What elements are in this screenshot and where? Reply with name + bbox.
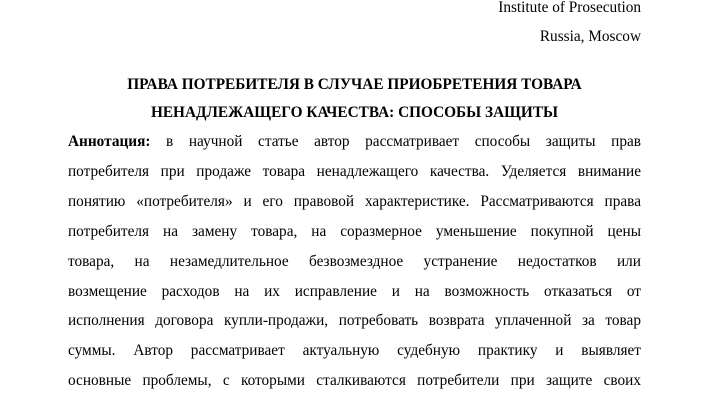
abstract-line: понятию «потребителя» и его правовой характеристике. Рассматриваются права xyxy=(68,192,641,210)
paper-page xyxy=(68,0,641,396)
abstract-line: возмещение расходов на их исправление и на возможность отказаться от xyxy=(68,282,641,300)
title-line-2: НЕНАДЛЕЖАЩЕГО КАЧЕСТВА: СПОСОБЫ ЗАЩИТЫ xyxy=(150,104,559,121)
abstract-line-text: в научной статье автор рассматривает способы защиты прав xyxy=(150,133,641,150)
paper-title xyxy=(68,71,641,127)
abstract-line: потребителя при продаже товара ненадлежащего качества. Уделяется внимание xyxy=(68,162,641,180)
title-line-1: ПРАВА ПОТРЕБИТЕЛЯ В СЛУЧАЕ ПРИОБРЕТЕНИЯ ТОВАРА xyxy=(127,76,582,93)
affiliation-location: Russia, Moscow xyxy=(539,28,641,45)
abstract-line: основные проблемы, с которыми сталкиваются потребители при защите своих xyxy=(68,372,641,390)
abstract-line: исполнения договора купли-продажи, потребовать возврата уплаченной за товар xyxy=(68,312,641,330)
abstract-line xyxy=(68,127,641,157)
affiliation-institute: Institute of Prosecution xyxy=(498,0,641,16)
abstract-line: потребителя на замену товара, на соразмерное уменьшение покупной цены xyxy=(68,222,641,240)
abstract xyxy=(68,127,641,396)
abstract-line: товара, на незамедлительное безвозмездное устранение недостатков или xyxy=(68,252,641,270)
abstract-line: суммы. Автор рассматривает актуальную судебную практику и выявляет xyxy=(68,342,641,360)
author-affiliation xyxy=(68,0,641,51)
abstract-label: Аннотация: xyxy=(68,133,151,150)
